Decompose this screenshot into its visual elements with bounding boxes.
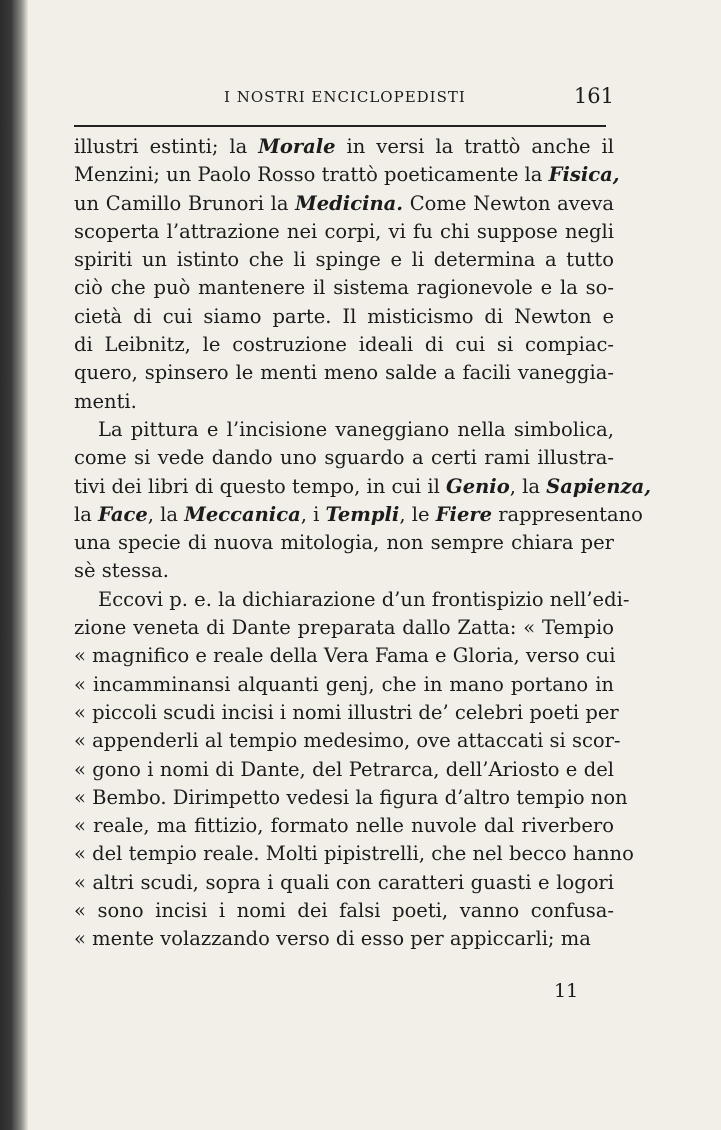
text-line: una specie di nuova mitologia, non sempre chiara per	[74, 531, 614, 555]
text-line: un Camillo Brunori la Medicina. Come Newton aveva	[74, 191, 615, 215]
text-line: scoperta l’attrazione nei corpi, vi fu chi suppose negli	[74, 219, 614, 243]
italic-term: Fisica,	[548, 163, 620, 187]
text-line: La pittura e l’incisione vaneggiano nella simbolica,	[98, 417, 614, 441]
text-line: « magnifico e reale della Vera Fama e Gloria, verso cui	[74, 644, 616, 668]
italic-term: Genio	[446, 474, 510, 498]
text-line: cietà di cui siamo parte. Il misticismo di Newton e	[74, 304, 614, 328]
italic-term: Templi	[325, 502, 400, 526]
text-line: di Leibnitz, le costruzione ideali di cui si compiac-	[74, 333, 614, 357]
text-line: « piccoli scudi incisi i nomi illustri de’ celebri poeti per	[74, 700, 619, 724]
italic-term: Fiere	[435, 502, 493, 526]
italic-term: Face	[98, 502, 148, 526]
signature-mark: 11	[554, 980, 579, 1002]
page-number: 161	[573, 84, 614, 108]
text-line: « gono i nomi di Dante, del Petrarca, dell’Ariosto e del	[74, 757, 614, 781]
text-line: Eccovi p. e. la dichiarazione d’un frontispizio nell’edi-	[98, 587, 630, 611]
text-line: quero, spinsero le menti meno salde a facili vaneggia-	[74, 361, 614, 385]
text-line: « appenderli al tempio medesimo, ove attaccati si scor-	[74, 729, 621, 753]
text-line: illustri estinti; la Morale in versi la trattò anche il	[74, 135, 615, 158]
text-line: « reale, ma fittizio, formato nelle nuvole dal riverbero	[74, 814, 614, 838]
text-line: « sono incisi i nomi dei falsi poeti, vanno confusa-	[74, 899, 614, 923]
body-text	[74, 133, 652, 954]
book-spine-shadow	[0, 0, 28, 1130]
italic-term: Medicina.	[295, 191, 404, 215]
running-title: I NOSTRI ENCICLOPEDISTI	[224, 88, 466, 106]
text-line: « incamminansi alquanti genj, che in mano portano in	[74, 672, 614, 696]
text-line: « altri scudi, sopra i quali con caratteri guasti e logori	[74, 870, 614, 894]
text-line: tivi dei libri di questo tempo, in cui il Genio, la Sapienza,	[74, 474, 652, 498]
text-line: Menzini; un Paolo Rosso trattò poeticamente la Fisica,	[74, 163, 620, 187]
book-page	[74, 84, 652, 1002]
text-line: « mente volazzando verso di esso per appiccarli; ma	[74, 927, 591, 951]
italic-term: Morale	[258, 135, 336, 158]
running-head	[74, 84, 614, 118]
text-line: ciò che può mantenere il sistema ragionevole e la so-	[74, 276, 614, 300]
text-line: « Bembo. Dirimpetto vedesi la figura d’altro tempio non	[74, 785, 628, 809]
text-line: come si vede dando uno sguardo a certi rami illustra-	[74, 446, 614, 470]
text-line: zione veneta di Dante preparata dallo Zatta: « Tempio	[74, 616, 614, 640]
text-line: la Face, la Meccanica, i Templi, le Fiere rappresentano	[74, 502, 643, 526]
text-line: menti.	[74, 389, 137, 413]
text-line: sè stessa.	[74, 559, 169, 583]
text-line: « del tempio reale. Molti pipistrelli, che nel becco hanno	[74, 842, 634, 866]
text-line: spiriti un istinto che li spinge e li determina a tutto	[74, 248, 614, 272]
italic-term: Meccanica	[184, 502, 301, 526]
italic-term: Sapienza,	[546, 474, 652, 498]
header-rule	[74, 125, 606, 127]
